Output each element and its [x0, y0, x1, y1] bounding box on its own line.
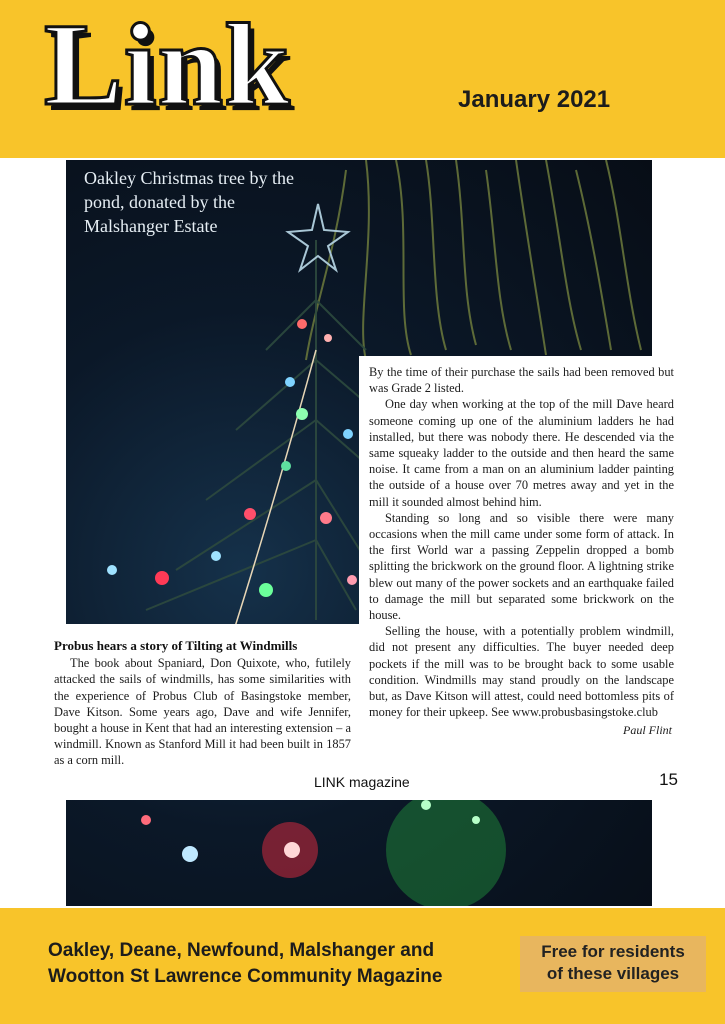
photo-caption: Oakley Christmas tree by the pond, donated by the Malshanger Estate — [84, 168, 294, 236]
footer-band — [0, 908, 725, 1024]
article-headline: Probus hears a story of Tilting at Windmills — [54, 638, 298, 653]
free-line-1: Free for residents — [541, 942, 685, 961]
page-footer — [30, 768, 682, 800]
willow-fronds — [306, 160, 641, 360]
issue-date: January 2021 — [458, 86, 611, 113]
article-paragraph: Standing so long and so visible there were many occasions when the mill came under some form of attack. In the first World war a passing Zeppelin dropped a bomb splitting the brickwork on the ground floor. A lightning strike blew out many of the power sockets and an earthquake failed to damage the mill but separated some brickwork on the house. — [369, 510, 674, 623]
article-column-right — [359, 356, 682, 768]
magazine-logo: Link — [44, 0, 291, 130]
footer-magazine-name: LINK magazine — [314, 774, 410, 790]
community-line-1: Oakley, Deane, Newfound, Malshanger and — [48, 940, 435, 961]
header-band — [0, 0, 725, 158]
free-for-residents-badge — [520, 936, 706, 992]
community-title — [48, 938, 518, 990]
article-paragraph: By the time of their purchase the sails had been removed but was Grade 2 listed. — [369, 365, 674, 396]
article-author: Paul Flint — [623, 723, 672, 738]
community-line-2: Wootton St Lawrence Community Magazine — [48, 966, 443, 987]
article-paragraph: Selling the house, with a potentially problem windmill, did not present any difficulties. The buyer needed deep pockets if the mill was to be brought back to some usable condition. Windmills may stand proudly on the landscape but, as Dave Kitson will attest, could need bottomless pits of money for their upkeep. See www.probusbasingstoke.club — [369, 624, 674, 720]
tree-lights — [107, 319, 357, 597]
article-column-left — [30, 624, 359, 768]
free-line-2: of these villages — [546, 964, 680, 983]
page-number: 15 — [659, 770, 678, 789]
bottom-glow-lights — [141, 790, 506, 906]
article-paragraph: One day when working at the top of the mill Dave heard someone coming up one of the aluminium ladders he had installed, but there was nobody there. He descended via the same squeaky ladder to the outside and then heard the same noise. It came from a man on an aluminium ladder painting the outside of a house over 70 metres away and yet in the mill it sounded almost behind him. — [369, 397, 674, 509]
article-intro-paragraph: The book about Spaniard, Don Quixote, who, futilely attacked the sails of windmills, has some similarities with the experience of Probus Club of Basingstoke member, Dave Kitson. Some years ago, Dave and wife Jennifer, bought a house in Kent that had an interesting extension – a windmill. Known as Stanford Mill it had been built in 1857 as a corn mill. — [54, 656, 351, 768]
